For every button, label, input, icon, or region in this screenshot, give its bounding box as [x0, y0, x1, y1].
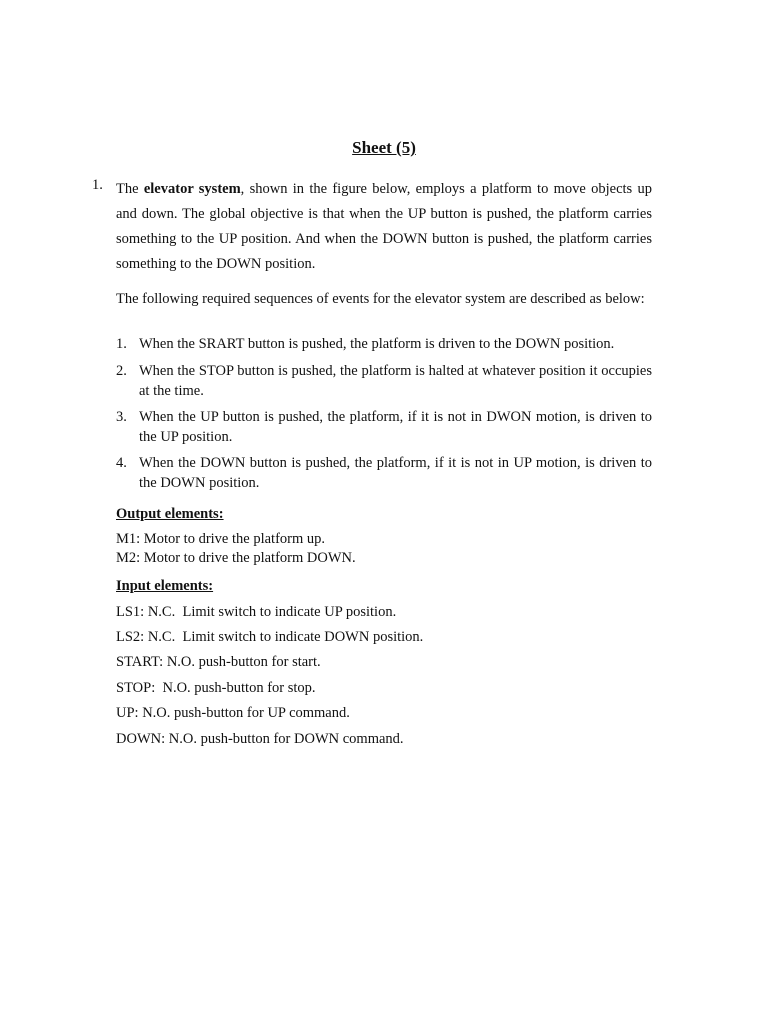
intro-rest: , shown in the figure below, employs a platform to move objects up and down. The global objective is that when the UP button is pushed, the platform carries something to the UP position. And when the DOWN button is pushed, the platform carries something to the DOWN position. — [116, 181, 652, 272]
sequence-item-number: 3. — [116, 409, 127, 425]
input-element: STOP: N.O. push-button for stop. — [116, 680, 316, 696]
sequence-intro: The following required sequences of events for the elevator system are described as below: — [116, 291, 645, 307]
sequence-item-text: When the SRART button is pushed, the platform is driven to the DOWN position. — [139, 336, 615, 352]
sequence-item-number: 4. — [116, 455, 127, 471]
sequence-item-text: When the UP button is pushed, the platform, if it is not in DWON motion, is driven to the UP position. — [139, 409, 652, 445]
sequence-item-text: When the STOP button is pushed, the platform is halted at whatever position it occupies at the time. — [139, 363, 652, 399]
input-element: DOWN: N.O. push-button for DOWN command. — [116, 731, 404, 747]
question-intro — [116, 177, 652, 277]
intro-prefix: The — [116, 181, 144, 197]
input-element: START: N.O. push-button for start. — [116, 654, 321, 670]
intro-bold-term: elevator system — [143, 181, 241, 197]
sequence-item — [116, 362, 652, 401]
sequence-item-text: When the DOWN button is pushed, the platform, if it is not in UP motion, is driven to the DOWN position. — [139, 455, 652, 491]
output-element: M1: Motor to drive the platform up. — [116, 531, 326, 547]
sheet-title: Sheet (5) — [352, 138, 416, 157]
sequence-item — [116, 454, 652, 493]
sequence-item-number: 1. — [116, 336, 127, 352]
input-element: UP: N.O. push-button for UP command. — [116, 705, 350, 721]
question-number: 1. — [92, 177, 103, 193]
output-element: M2: Motor to drive the platform DOWN. — [116, 550, 356, 566]
sequence-item — [116, 408, 652, 447]
sequence-item-number: 2. — [116, 363, 127, 379]
sequence-item — [116, 335, 652, 355]
input-element: LS2: N.C. Limit switch to indicate DOWN position. — [116, 629, 424, 645]
output-elements-heading: Output elements: — [116, 506, 224, 522]
input-element: LS1: N.C. Limit switch to indicate UP position. — [116, 604, 397, 620]
input-elements-heading: Input elements: — [116, 578, 214, 594]
